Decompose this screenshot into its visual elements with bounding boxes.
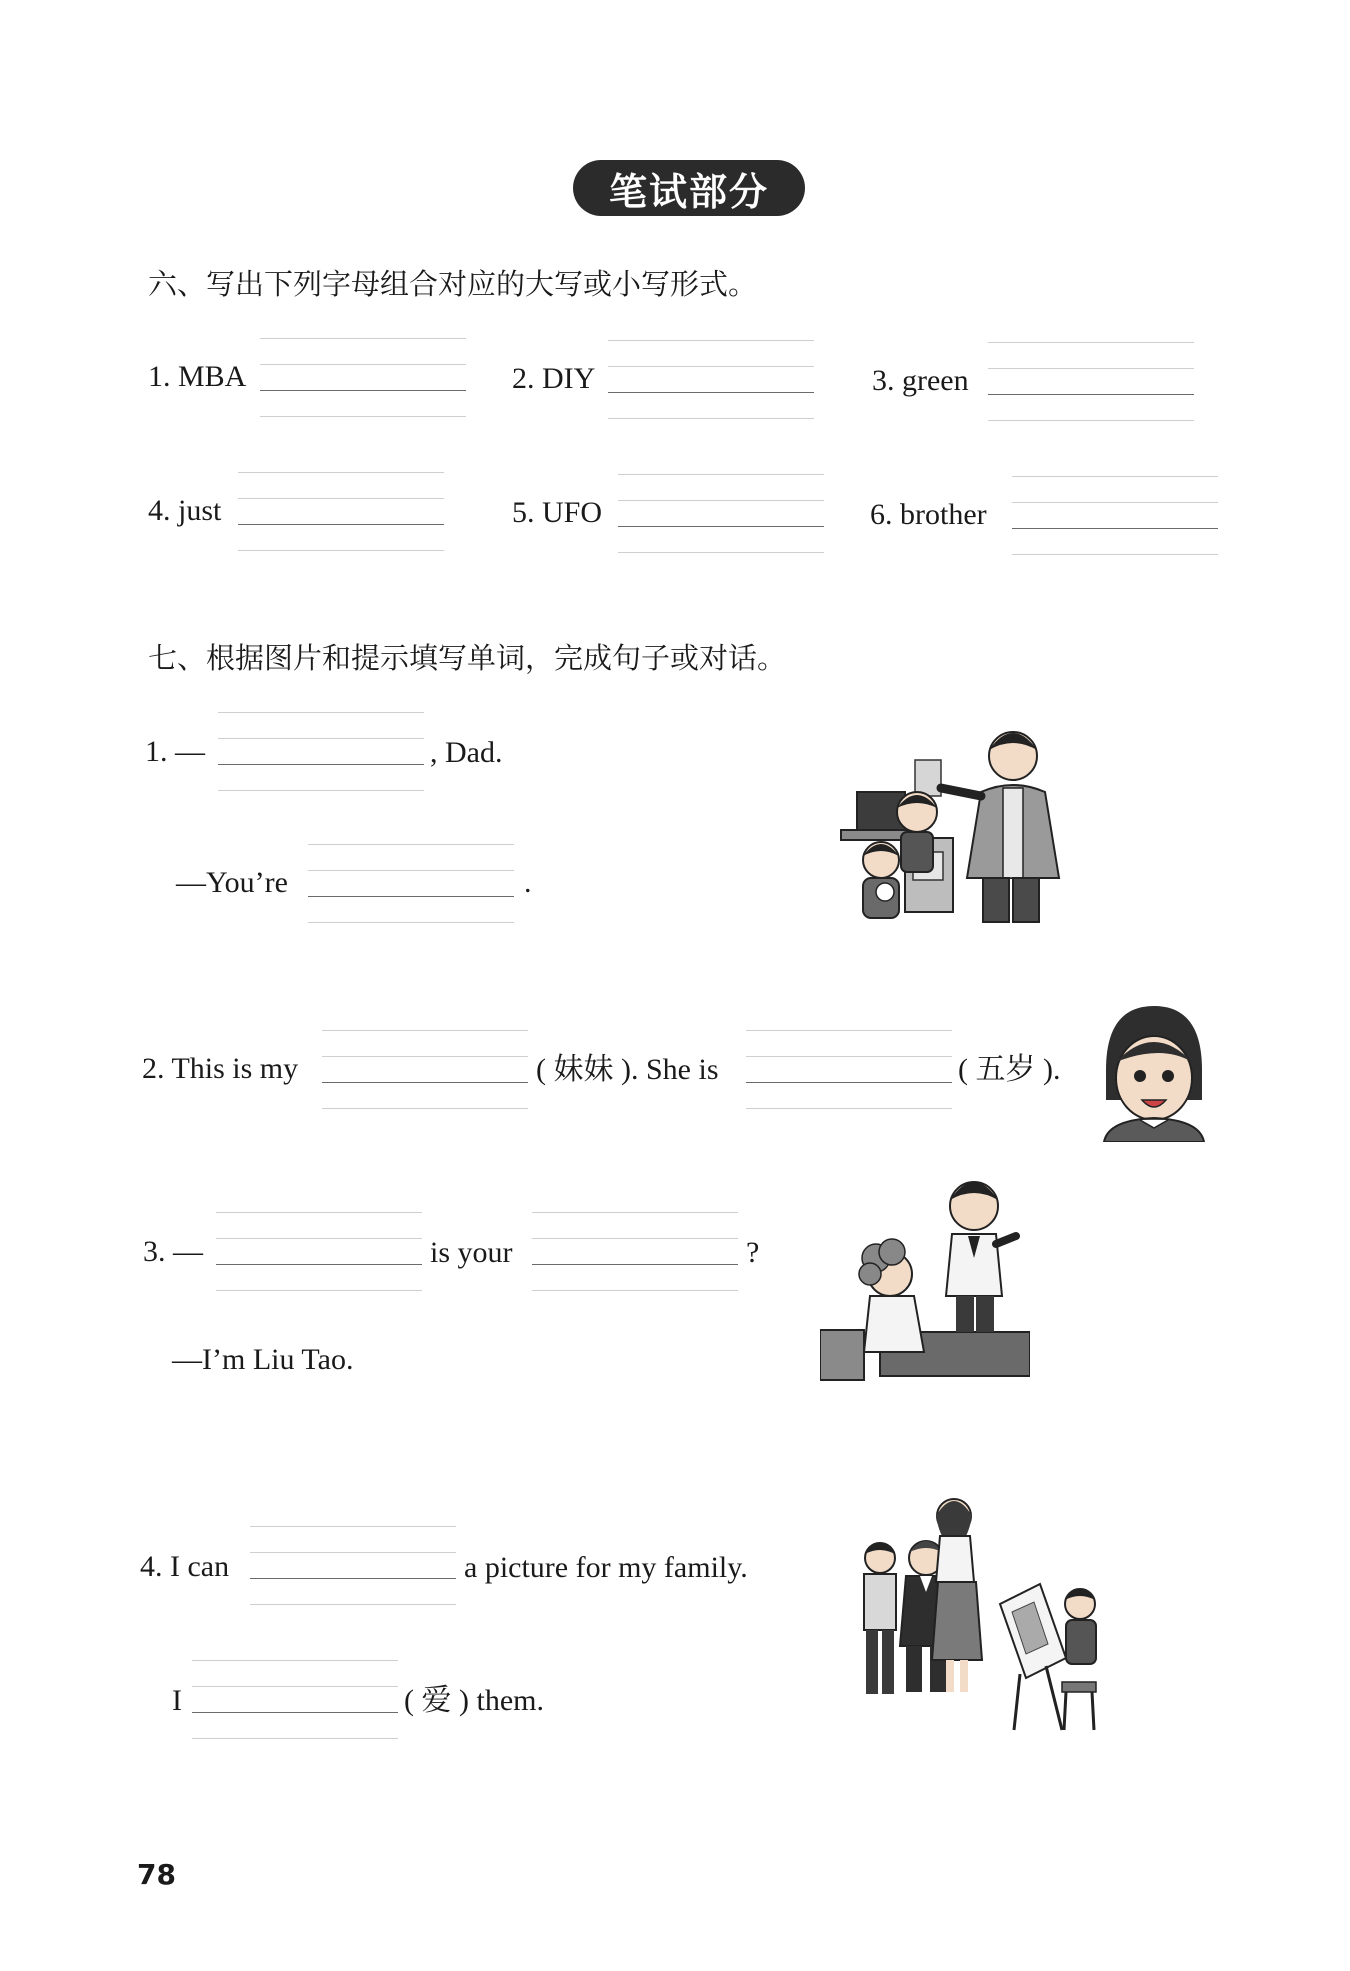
q4-text-mid: a picture for my family. xyxy=(464,1551,748,1584)
q1-reply: —You’re xyxy=(176,866,288,899)
classroom-illustration xyxy=(820,1172,1030,1404)
answer-guide[interactable] xyxy=(532,1212,738,1290)
dad-and-kids-illustration xyxy=(835,720,1075,926)
q1-reply-end: . xyxy=(524,866,532,899)
q3-number: 3. — xyxy=(143,1235,203,1268)
item-label: 3. green xyxy=(872,364,969,397)
answer-guide[interactable] xyxy=(238,472,444,550)
q2-text: 2. This is my xyxy=(142,1052,299,1085)
q3-reply: —I’m Liu Tao. xyxy=(172,1343,354,1376)
answer-guide[interactable] xyxy=(218,712,424,790)
answer-guide[interactable] xyxy=(1012,476,1218,554)
q3-end: ? xyxy=(746,1236,760,1269)
section6-heading: 六、写出下列字母组合对应的大写或小写形式。 xyxy=(148,267,758,301)
girl-illustration xyxy=(1096,1000,1212,1142)
answer-guide[interactable] xyxy=(322,1030,528,1108)
section7-heading: 七、根据图片和提示填写单词，完成句子或对话。 xyxy=(148,641,787,675)
section-badge: 笔试部分 xyxy=(573,160,805,216)
q1-number: 1. — xyxy=(145,735,205,768)
answer-guide[interactable] xyxy=(618,474,824,552)
item-label: 4. just xyxy=(148,494,222,527)
answer-guide[interactable] xyxy=(988,342,1194,420)
q4-line2-start: I xyxy=(172,1684,182,1717)
answer-guide[interactable] xyxy=(216,1212,422,1290)
q4-line2-end: ( 爱 ) them. xyxy=(404,1684,544,1717)
answer-guide[interactable] xyxy=(250,1526,456,1604)
answer-guide[interactable] xyxy=(308,844,514,922)
q4-text: 4. I can xyxy=(140,1550,230,1583)
page-number: 78 xyxy=(137,1858,176,1891)
q2-hint2: ( 五岁 ). xyxy=(958,1053,1061,1086)
q1-text: , Dad. xyxy=(430,736,503,769)
q2-hint1: ( 妹妹 ). She is xyxy=(536,1053,719,1086)
answer-guide[interactable] xyxy=(260,338,466,416)
item-label: 6. brother xyxy=(870,498,987,531)
answer-guide[interactable] xyxy=(746,1030,952,1108)
item-label: 1. MBA xyxy=(148,360,247,393)
item-label: 2. DIY xyxy=(512,362,596,395)
item-label: 5. UFO xyxy=(512,496,603,529)
family-painting-illustration xyxy=(848,1494,1104,1736)
answer-guide[interactable] xyxy=(192,1660,398,1738)
q3-text: is your xyxy=(430,1236,513,1269)
answer-guide[interactable] xyxy=(608,340,814,418)
